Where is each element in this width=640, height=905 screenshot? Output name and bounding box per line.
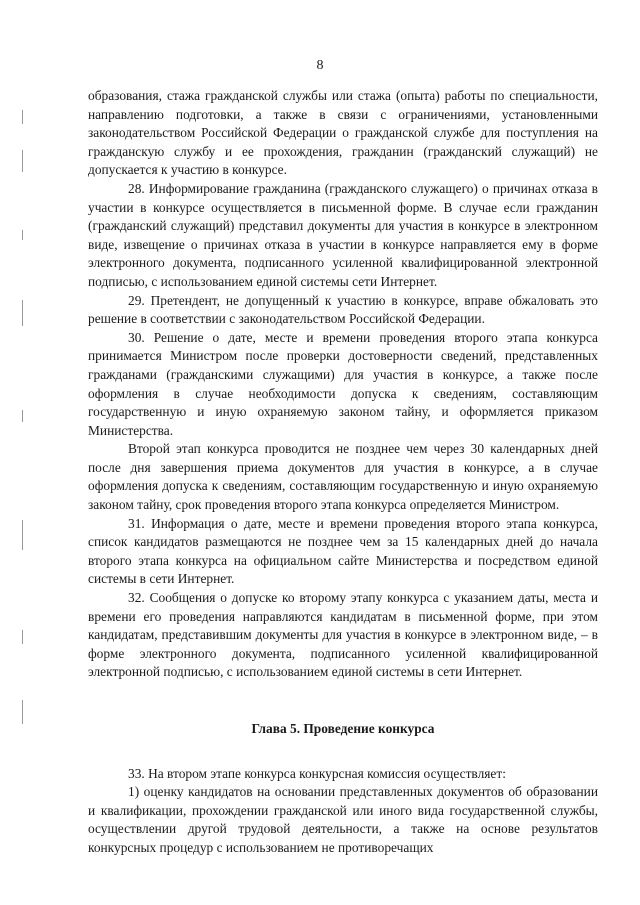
document-body [88, 87, 598, 858]
chapter-heading: Глава 5. Проведение конкурса [251, 721, 435, 736]
paragraph-33: 33. На втором этапе конкурса конкурсная комиссия осуществляет: [128, 765, 506, 781]
page-number: 8 [316, 58, 324, 73]
paragraph-30: 30. Решение о дате, месте и времени проведения второго этапа конкурса принимается Министром после проверки достоверности сведений, представленных гражданами (гражданскими служащими) для участия в конкурсе, а также после оформления в случае необходимости допуска к сведениям, составляющим государственную и иную охраняемую законом тайну, и оформляется приказом Министерства. [88, 329, 598, 438]
paragraph-29: 29. Претендент, не допущенный к участию в конкурсе, вправе обжаловать это решение в соответствии с законодательством Российской Федерации. [88, 292, 598, 327]
paragraph-32: 32. Сообщения о допуске ко второму этапу конкурса с указанием даты, места и времени его проведения направляются кандидатам в письменной форме, при этом кандидатам, представившим документы для участия в конкурсе в электронном виде, – в форме электронного документа, подписанного усиленной квалифицированной электронной подписью, с использованием единой системы в сети Интернет. [88, 590, 598, 680]
paragraph-31: 31. Информация о дате, месте и времени проведения второго этапа конкурса, список кандидатов размещаются не позднее чем за 15 календарных дней до начала второго этапа конкурса на официальном сайте Министерства и посредством единой системы в сети Интернет. [88, 515, 598, 587]
binding-margin-marks [20, 110, 26, 730]
paragraph-30-second-stage: Второй этап конкурса проводится не позднее чем через 30 календарных дней после дня завершения приема документов для участия в конкурсе, а в случае оформления допуска к сведениям, составляющим государственную и иную охраняемую законом тайну, срок проведения второго этапа конкурса определяется Министром. [88, 441, 598, 513]
paragraph-28: 28. Информирование гражданина (гражданского служащего) о причинах отказа в участии в конкурсе осуществляется в письменной форме. В случае если гражданин (гражданский служащий) представил документы для участия в конкурсе в электронном виде, извещение о причинах отказа в участии в конкурсе направляется ему в форме электронного документа, подписанного усиленной квалифицированной электронной подписью, с использованием единой системы сети Интернет. [88, 180, 598, 289]
paragraph-33-item-1: 1) оценку кандидатов на основании представленных документов об образовании и квалификации, прохождении гражданской или иного вида государственной службы, осуществлении другой трудовой деятельности, а также на основе результатов конкурсных процедур с использованием не противоречащих [88, 784, 598, 855]
paragraph-continuation: образования, стажа гражданской службы или стажа (опыта) работы по специальности, направлению подготовки, а также в связи с ограничениями, установленными законодательством Российской Федерации о гражданской службе для поступления на гражданскую службу и ее прохождения, гражданин (гражданский служащий) не допускается к участию в конкурсе. [88, 88, 598, 178]
